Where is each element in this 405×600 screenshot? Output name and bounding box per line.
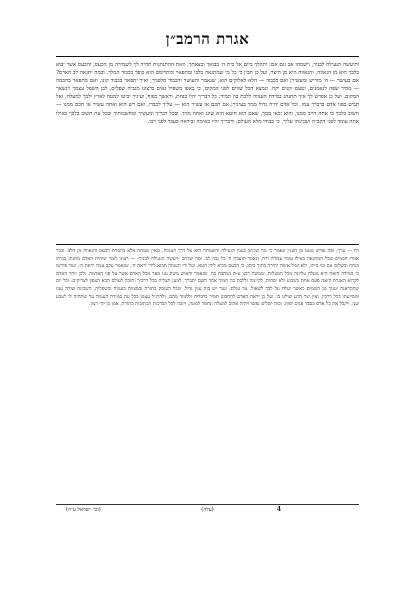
main-text-block: ותיעשה הנעילה לבניך, וישמחו אב וגם אם; ותהלך ביום אל בית ה׳ בבואך ובצאתך, וזאת ההתנהגות תהיה לך לשמירה מן הכעס, והכעס אשר יבוא בלבך הוא מן הגאווה, והגאווה היא מן היצר, ועל כן תבין כי כל מי שמתגאה בלבו ומתפאר ומתרומם הוא כופר בכבוד המלך. ובמה יתגאה לב האדם? אם בעושר — ה׳ מוריש ומעשיר; ואם בכבוד — הלא לאלוקים הוא, שנאמר והעושר והכבוד מלפניך, ואיך יתפאר בכבוד קונו. ואם מתפאר בחכמה — מסיר שפה לנאמנים, וטעם זקנים יקח. ונמצא הכל שווים לפני המקום, כי באפו משפיל גאים ברצונו מגביה שפלים, לכן השפל עצמך וינשאך המקום. ועל כן אפרש לך איך תתנהג במידת הענווה ללכת בה תמיד: כל דבריך יהיו בנחת, וראשך כפוף, ועיניך יביטו למטה לארץ ולבך למעלה, ואל תביט בפני אדם בדברך עמו. וכל אדם יהיה גדול ממך בעיניך; אם חכם או עשיר הוא — עליך לכבדו, ואם רש הוא ואתה עשיר או חכם ממנו — חשוב בלבך כי אתה חייב ממנו, והוא זכאי ממך, שאם הוא חוטא הוא שוגג ואתה מזיד. ובכל דבריך ומעשיך ומחשבותיך ובכל עת חשוב בלבך כאילו אתה עומד לפני הקב״ה ושכינתו עליך, כי כבודו מלא העולם. ודבריך יהיו באימה וביראה כעבד לפני רבו. [56,62,359,125]
page-footer [56,507,359,517]
page-title: אגרת הרמב״ן [165,30,250,48]
footer-signature-mark: (עלה) [201,507,214,513]
title-rule [56,56,359,57]
document-page [56,28,359,528]
footer-source-note: (וכו׳ ישראל ע״ה) [66,507,101,513]
commentary-text-block: דף — ערך; ופה נפרש מעט מן הענין ונאמר כי מה שכתב בענין הנעילה והשמחה הוא על דרך הענווה, שאין שמחה אלא בהסרת הכעס והגאווה מן הלב. וכבר אמרו חכמים שכל המתגאה כאילו עובד עבודה זרה, ונאמר תועבת ה׳ כל גבה לב. ומה שכתב ״ויעשה הנעילה לבניך״ — רצונו לומר שיהיה האדם מתנהג בביתו בנחת ובשלום עם בני ביתו, ולא יטיל אימה יתירה בתוך ביתו, כי הכעס מביא לידי חטא, ועל ידי הענווה תבוא לידי יראת ה׳, שנאמר עקב ענוה יראת ה׳. ועוד פירשו כי המידה הזאת היא מעלה עליונה מכל המעלות, שמשה רבנו ע״ה נשתבח בה, שנאמר והאיש משה ענו מאד מכל האדם אשר על פני האדמה. ולכן יזהר האדם לקרוא האגרת הזאת פעם אחת בשבוע ולא יפחות, לקיימה וללכת בה תמיד אחר השם יתברך, למען תצליח בכל דרכיך ותזכה לעולם הבא הצפון לצדיקים. וכל יום שתקראנה יענוך מן השמים כאשר יעלה על לבך לשאול, עד עולם. ועוד יש בזה ענין גדול, שכל העוסק בתורה ובמצוות בענווה ובשפלות, השכינה שורה עמו ומסייעתו בכל דרכיו, ואין יצר הרע שולט בו. ועל כן יראה האדם להתבונן תמיד בדבריה וללמוד מהם, ולהרגיל עצמו בכל עת במידת הענווה עד שתהיה לו לטבע שני, ויקבל את כל אדם בסבר פנים יפות. ובזה ישלים נפשו ויהיה אהוב למעלה ונחמד למטה, ויזכה לכל הברכות הכתובות בתורה, אמן כן יהי רצון. [56,248,359,308]
footer-rule [56,504,359,505]
section-divider [56,244,359,245]
page-number: 4 [276,506,281,513]
